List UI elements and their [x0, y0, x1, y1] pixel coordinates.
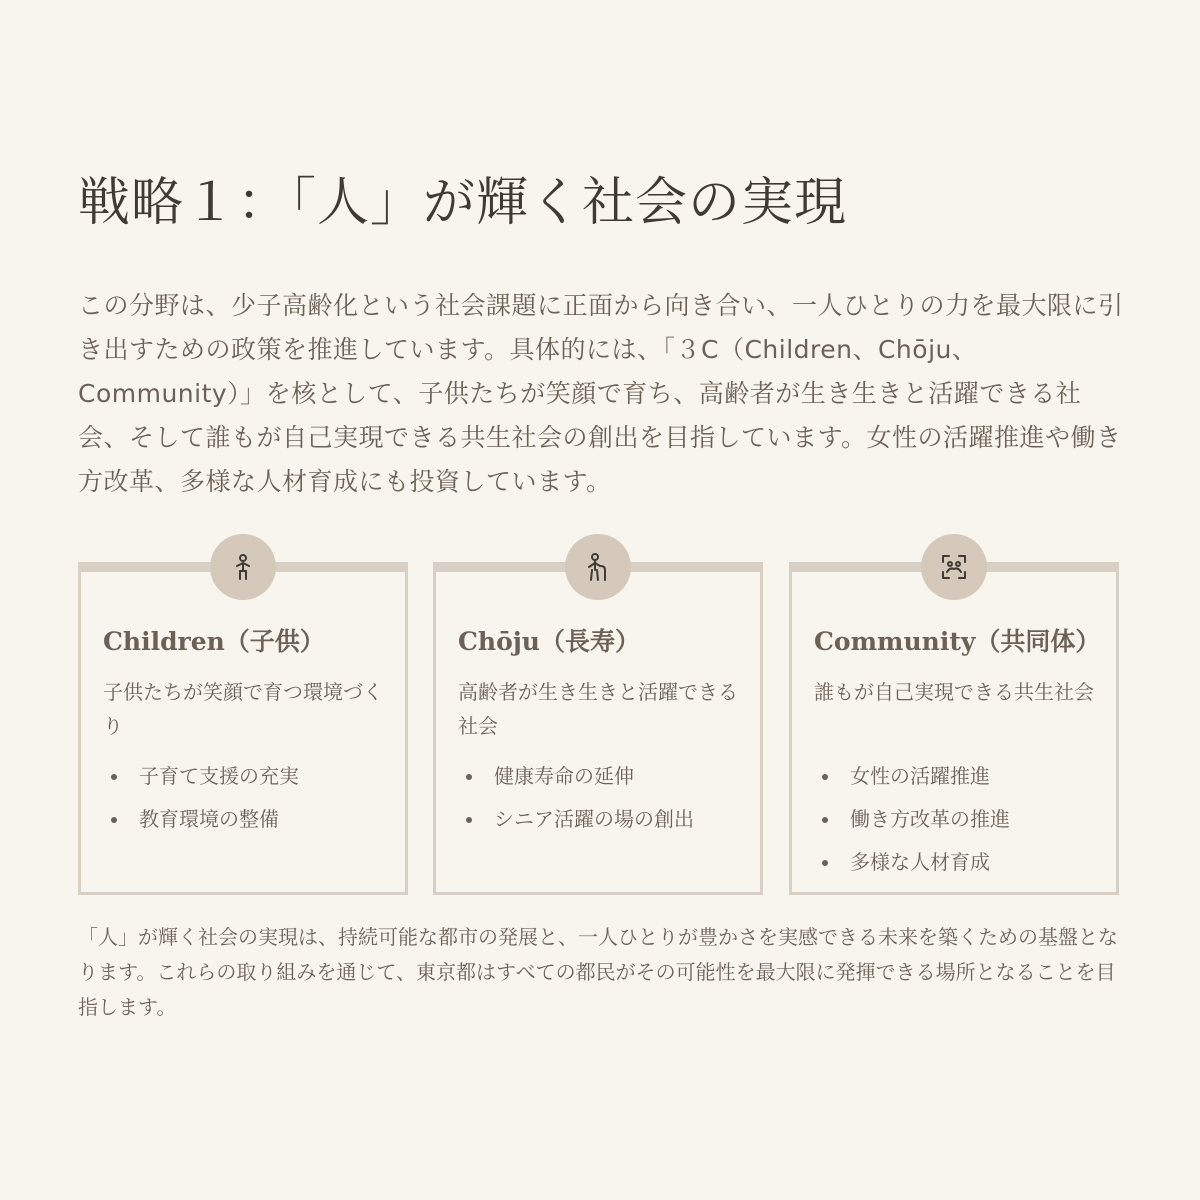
card-description: 誰もが自己実現できる共生社会	[814, 680, 1094, 704]
intro-paragraph: この分野は、少子高齢化という社会課題に正面から向き合い、一人ひとりの力を最大限に引き出すための政策を推進しています。具体的には、「３C（Children、Chōju、Community）」を核として、子供たちが笑顔で育ち、高齢者が生き生きと活躍できる社会、そして誰もが自己実現できる共生社会の創出を目指しています。女性の活躍推進や働き方改革、多様な人材育成にも投資しています。	[78, 291, 1124, 496]
card-title: Community（共同体）	[814, 627, 1101, 656]
card-list	[103, 755, 393, 841]
card-description: 高齢者が生き生きと活躍できる社会	[458, 680, 738, 738]
card-community	[789, 562, 1119, 895]
card-title: Chōju（長寿）	[458, 627, 640, 656]
card-title: Children（子供）	[103, 627, 325, 656]
list-item: 多様な人材育成	[814, 841, 1104, 884]
closing-paragraph: 「人」が輝く社会の実現は、持続可能な都市の発展と、一人ひとりが豊かさを実感できる未来を築くための基盤となります。これらの取り組みを通じて、東京都はすべての都民がその可能性を最大限に発揮できる場所となることを目指します。	[78, 925, 1118, 1019]
list-item: 働き方改革の推進	[814, 798, 1104, 841]
list-item: 健康寿命の延伸	[458, 755, 748, 798]
card-children	[78, 562, 408, 895]
community-icon	[921, 534, 987, 600]
child-icon	[210, 534, 276, 600]
card-description: 子供たちが笑顔で育つ環境づくり	[103, 680, 383, 738]
card-list	[814, 755, 1104, 884]
elderly-person-icon	[565, 534, 631, 600]
list-item: 教育環境の整備	[103, 798, 393, 841]
page-title: 戦略１：「人」が輝く社会の実現	[78, 173, 848, 233]
card-list	[458, 755, 748, 841]
card-choju	[433, 562, 763, 895]
list-item: シニア活躍の場の創出	[458, 798, 748, 841]
list-item: 子育て支援の充実	[103, 755, 393, 798]
list-item: 女性の活躍推進	[814, 755, 1104, 798]
